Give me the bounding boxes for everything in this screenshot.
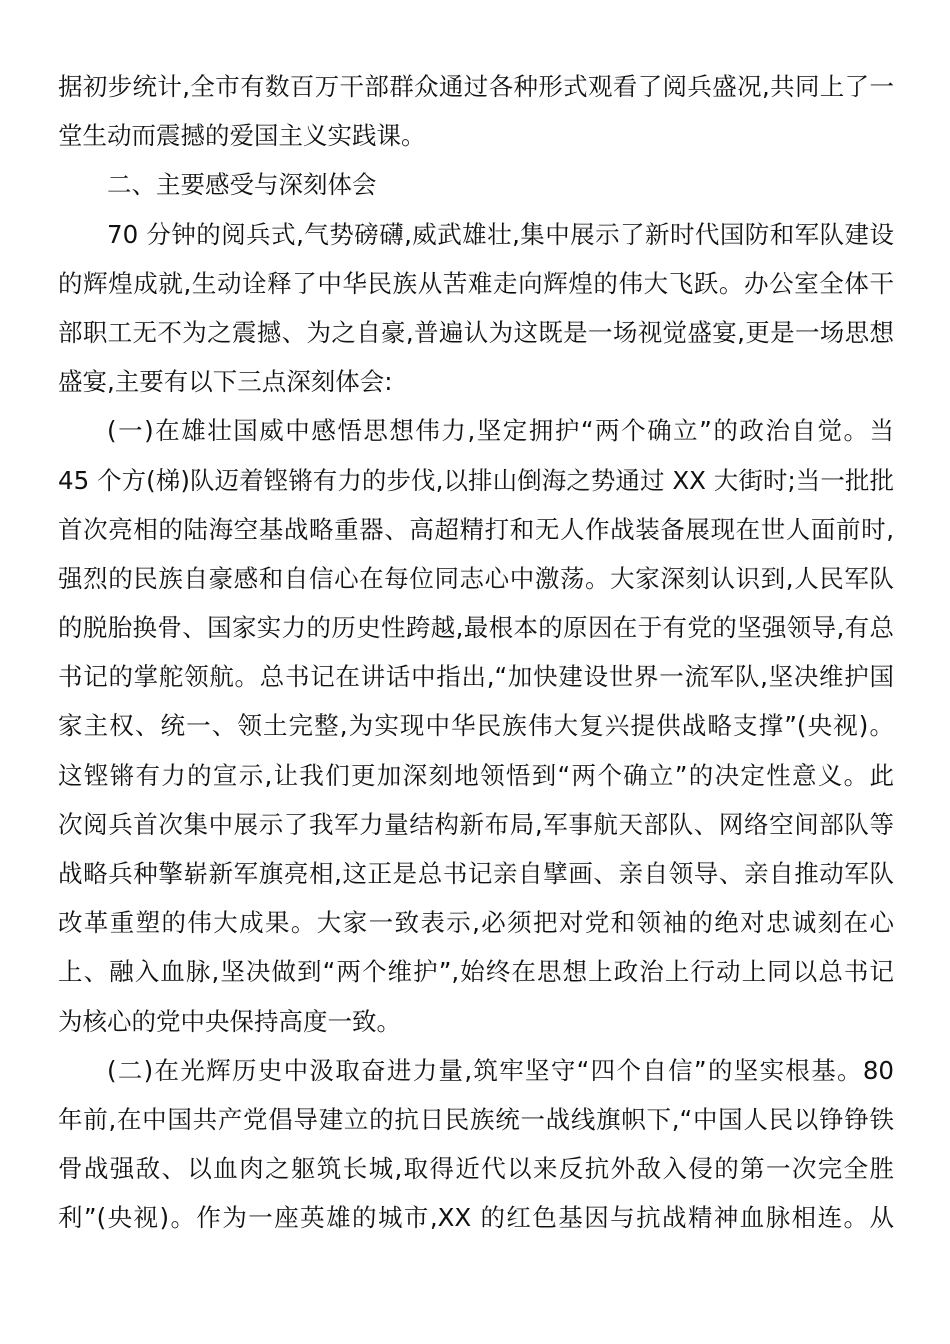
text-line: 首次亮相的陆海空基战略重器、高超精打和无人作战装备展现在世人面前时, (58, 514, 894, 544)
text-line: 书记的掌舵领航。总书记在讲话中指出,“加快建设世界一流军队,坚决维护国 (58, 662, 894, 692)
text-line: 家主权、统一、领土完整,为实现中华民族伟大复兴提供战略支撑”(央视)。 (58, 711, 894, 741)
text-line: 次阅兵首次集中展示了我军力量结构新布局,军事航天部队、网络空间部队等 (58, 809, 894, 839)
text-line: 45 个方(梯)队迈着铿锵有力的步伐,以排山倒海之势通过 XX 大街时;当一批批 (58, 465, 894, 495)
text-line: (二)在光辉历史中汲取奋进力量,筑牢坚守“四个自信”的坚实根基。80 (107, 1055, 894, 1085)
text-line: 70 分钟的阅兵式,气势磅礴,威武雄壮,集中展示了新时代国防和军队建设 (107, 219, 894, 249)
text-line: (一)在雄壮国威中感悟思想伟力,坚定拥护“两个确立”的政治自觉。当 (107, 416, 894, 446)
text-line: 据初步统计,全市有数百万干部群众通过各种形式观看了阅兵盛况,共同上了一 (58, 72, 894, 101)
text-line: 为核心的党中央保持高度一致。 (58, 1006, 401, 1036)
text-line: 强烈的民族自豪感和自信心在每位同志心中激荡。大家深刻认识到,人民军队 (58, 563, 894, 593)
text-line: 堂生动而震撼的爱国主义实践课。 (58, 121, 426, 151)
text-line: 改革重塑的伟大成果。大家一致表示,必须把对党和领袖的绝对忠诚刻在心 (58, 908, 894, 938)
text-line: 上、融入血脉,坚决做到“两个维护”,始终在思想上政治上行动上同以总书记 (58, 957, 894, 987)
text-line: 二、主要感受与深刻体会 (107, 170, 377, 200)
text-line: 年前,在中国共产党倡导建立的抗日民族统一战线旗帜下,“中国人民以铮铮铁 (58, 1104, 894, 1134)
text-line: 部职工无不为之震撼、为之自豪,普遍认为这既是一场视觉盛宴,更是一场思想 (58, 317, 894, 347)
text-line: 战略兵种擎崭新军旗亮相,这正是总书记亲自擘画、亲自领导、亲自推动军队 (58, 859, 894, 888)
text-line: 盛宴,主要有以下三点深刻体会: (58, 367, 393, 397)
text-line: 利”(央视)。作为一座英雄的城市,XX 的红色基因与抗战精神血脉相连。从 (58, 1203, 894, 1233)
text-line: 骨战强敌、以血肉之躯筑长城,取得近代以来反抗外敌入侵的第一次完全胜 (58, 1154, 894, 1184)
text-line: 的脱胎换骨、国家实力的历史性跨越,最根本的原因在于有党的坚强领导,有总 (58, 613, 894, 643)
text-line: 的辉煌成就,生动诠释了中华民族从苦难走向辉煌的伟大飞跃。办公室全体干 (58, 268, 894, 298)
document-page (58, 62, 894, 1243)
text-line: 这铿锵有力的宣示,让我们更加深刻地领悟到“两个确立”的决定性意义。此 (58, 760, 894, 790)
